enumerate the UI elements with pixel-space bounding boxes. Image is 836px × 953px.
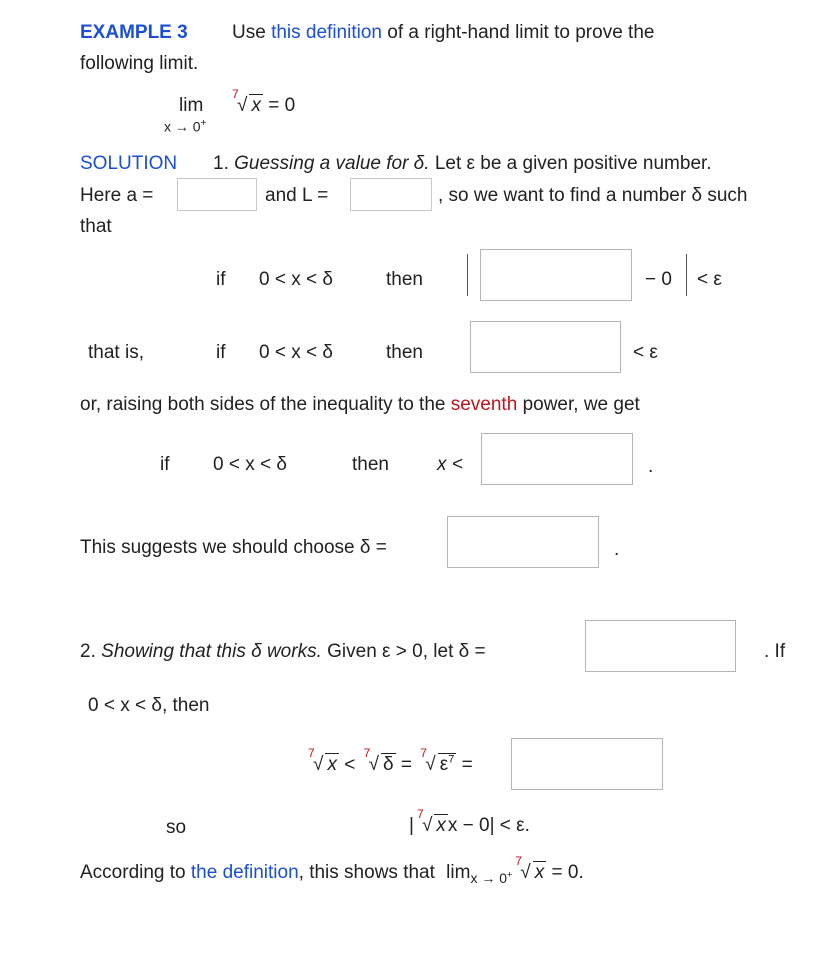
a-input[interactable] (177, 178, 257, 211)
row3-input[interactable] (481, 433, 633, 485)
intro-post: of a right-hand limit to prove the (387, 22, 655, 43)
row3-then: then (352, 454, 389, 475)
step2-title: Showing that this δ works. (101, 641, 322, 662)
solution-label: SOLUTION (80, 153, 178, 174)
step1-title: Guessing a value for δ. (234, 153, 430, 174)
L-input[interactable] (350, 178, 432, 211)
row1-minus-zero: − 0 (645, 269, 672, 290)
that-text: that (80, 216, 112, 237)
row1-lt-eps: < ε (697, 269, 722, 290)
that-is: that is, (88, 342, 144, 363)
definition-link[interactable]: this definition (271, 22, 382, 43)
row2-then: then (386, 342, 423, 363)
chain-result-input[interactable] (511, 738, 663, 790)
row3-x-lt: x < (437, 454, 463, 475)
raising-line: or, raising both sides of the inequality to the seventh power, we get (80, 394, 640, 415)
step1-text: Let ε be a given positive number. (434, 153, 712, 174)
root-index: 7 (232, 87, 239, 101)
step2-if: . If (764, 641, 786, 662)
so-label: so (166, 817, 187, 838)
conclusion-line: According to the definition, this shows that $\lim_{x \to 0^+}$ 7 √ x = 0. (80, 854, 584, 886)
row1-input[interactable] (480, 249, 632, 301)
delta-choice-input[interactable] (447, 516, 599, 568)
row2-input[interactable] (470, 321, 621, 373)
limit-equals: = 0 (268, 95, 296, 116)
step2-line2: 0 < x < δ, then (88, 695, 210, 716)
suggest-period: . (614, 539, 620, 560)
abs-bar-left (467, 254, 468, 296)
intro-line (232, 23, 654, 42)
row2-cond: 0 < x < δ (259, 342, 333, 363)
row3-cond: 0 < x < δ (213, 454, 287, 475)
step2-text: Given ε > 0, let δ = (327, 641, 486, 662)
step2-line: 2. Showing that this δ works. Given ε > 0, let δ = (80, 641, 486, 662)
and-L-label: and L = (265, 185, 329, 206)
step1-line: 1. Guessing a value for δ. Let ε be a given positive number. (213, 153, 712, 174)
radicand: x (251, 95, 261, 116)
intro-line-2: following limit. (80, 53, 199, 74)
here-a-label: Here a = (80, 185, 154, 206)
row3-if: if (160, 454, 170, 475)
row2-if: if (216, 342, 226, 363)
so-abs-expression: | 7 √ x x − 0| < ε. (409, 807, 530, 836)
chain-expression: 7 √ x < 7 √ δ = 7 √ $\varepsilon^7$ = (308, 746, 473, 776)
row1-if: if (216, 269, 226, 290)
definition-link-2[interactable]: the definition (190, 862, 299, 883)
limit-lim: lim (179, 95, 204, 116)
row1-then: then (386, 269, 423, 290)
seventh-word: seventh (450, 394, 518, 415)
so-we-want-text: , so we want to find a number δ such (438, 185, 748, 206)
row2-lt-eps: < ε (633, 342, 658, 363)
row1-cond: 0 < x < δ (259, 269, 333, 290)
example-label: EXAMPLE 3 (80, 22, 188, 43)
row3-period: . (648, 456, 654, 477)
delta-let-input[interactable] (585, 620, 736, 672)
intro-pre: Use (232, 22, 266, 43)
limit-root: 7 √ x = 0 (232, 87, 296, 116)
limit-subscript: x → 0+ (164, 118, 207, 135)
abs-bar-right (686, 254, 687, 296)
suggest-text: This suggests we should choose δ = (80, 537, 387, 558)
